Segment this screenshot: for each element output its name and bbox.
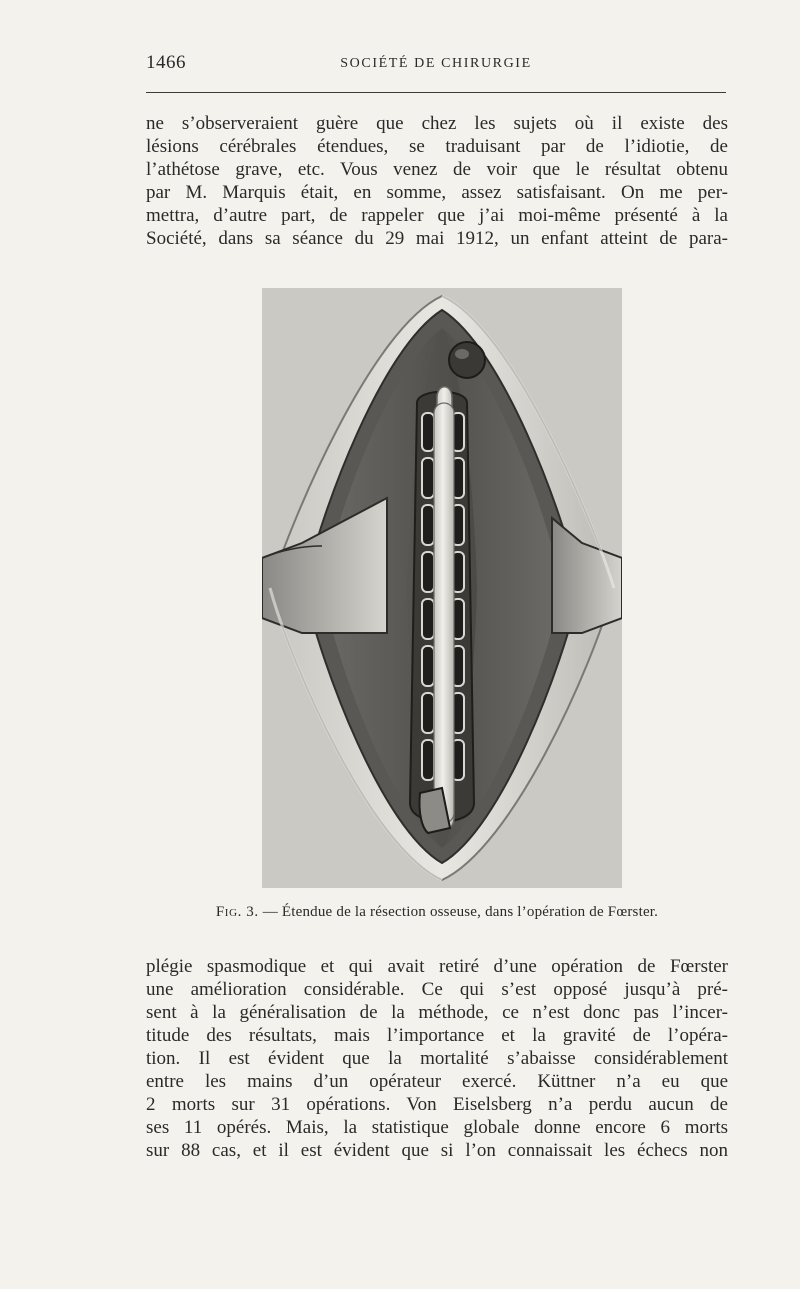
paragraph-bottom <box>146 955 728 1162</box>
text-line: tion. Il est évident que la mortalité s’abaisse considérablement <box>146 1048 728 1069</box>
surgical-illustration <box>262 288 622 888</box>
text-line: titude des résultats, mais l’importance et la gravité de l’opéra- <box>146 1025 728 1046</box>
text-line: entre les mains d’un opérateur exercé. Küttner n’a eu que <box>146 1071 728 1092</box>
figure-caption-text: — Étendue de la résection osseuse, dans l’opération de Fœrster. <box>262 904 659 920</box>
text-line: Société, dans sa séance du 29 mai 1912, un enfant atteint de para- <box>146 228 728 249</box>
text-line: une amélioration considérable. Ce qui s’est opposé jusqu’à pré- <box>146 979 728 1000</box>
paragraph-top <box>146 112 728 250</box>
page-number: 1466 <box>146 52 186 73</box>
text-line: sur 88 cas, et il est évident que si l’on connaissait les échecs non <box>146 1140 728 1161</box>
text-line: ne s’observeraient guère que chez les sujets où il existe des <box>146 113 728 134</box>
text-line: mettra, d’autre part, de rappeler que j’ai moi-même présenté à la <box>146 205 728 226</box>
text-line: l’athétose grave, etc. Vous venez de voir que le résultat obtenu <box>146 159 728 180</box>
text-line: plégie spasmodique et qui avait retiré d’une opération de Fœrster <box>146 956 728 977</box>
text-line: sent à la généralisation de la méthode, ce n’est donc pas l’incer- <box>146 1002 728 1023</box>
figure-label: Fig. 3. <box>215 904 259 920</box>
text-line: 2 morts sur 31 opérations. Von Eiselsberg n’a perdu aucun de <box>146 1094 728 1115</box>
text-line: par M. Marquis était, en somme, assez satisfaisant. On me per- <box>146 182 728 203</box>
text-line: lésions cérébrales étendues, se traduisant par de l’idiotie, de <box>146 136 728 157</box>
page-header <box>146 52 726 80</box>
figure-caption <box>146 904 728 921</box>
text-line: ses 11 opérés. Mais, la statistique globale donne encore 6 morts <box>146 1117 728 1138</box>
running-title: SOCIÉTÉ DE CHIRURGIE <box>340 56 532 71</box>
header-rule <box>146 92 726 93</box>
